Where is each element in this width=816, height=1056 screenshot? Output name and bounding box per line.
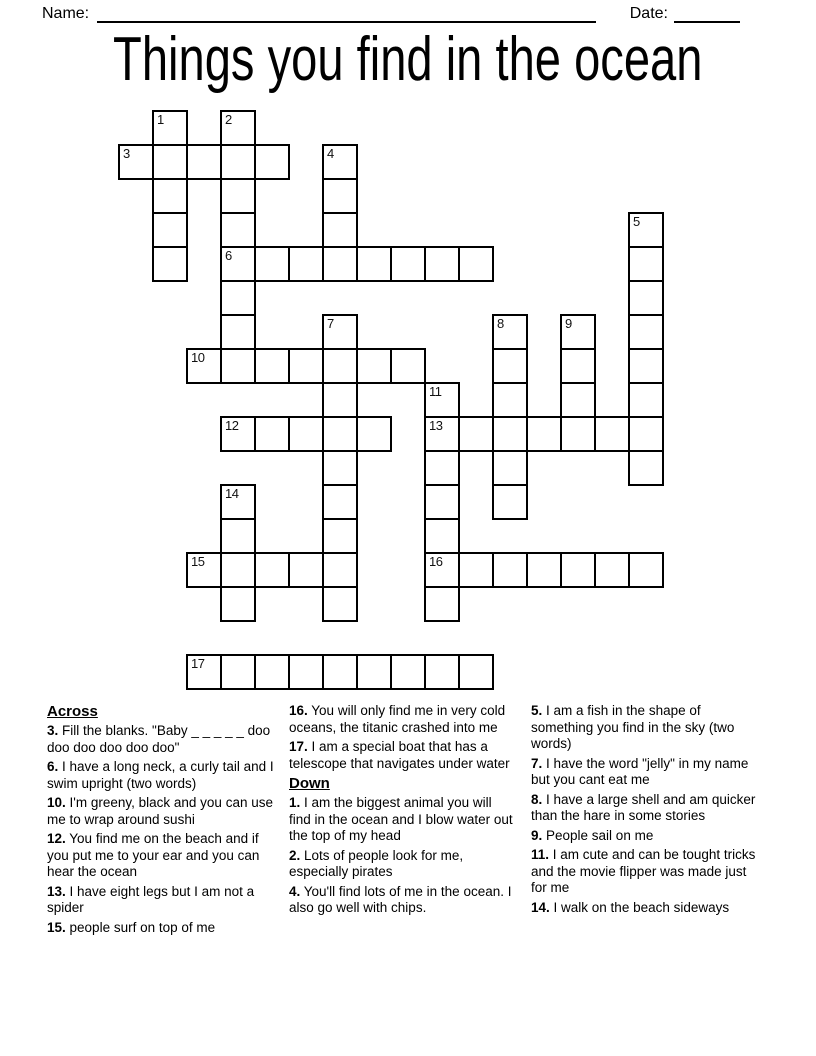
- grid-cell[interactable]: [322, 246, 358, 282]
- grid-cell[interactable]: [390, 654, 426, 690]
- grid-cell[interactable]: [288, 552, 324, 588]
- grid-cell[interactable]: [322, 212, 358, 248]
- clue-column-2: [289, 703, 517, 961]
- clue-text: I am cute and can be tought tricks and the movie flipper was made just for me: [531, 847, 756, 895]
- grid-cell[interactable]: [628, 382, 664, 418]
- clue-number: 17.: [289, 739, 308, 754]
- clue-text: People sail on me: [542, 827, 654, 843]
- clue-text: I'm greeny, black and you can use me to wrap around sushi: [47, 795, 273, 827]
- grid-cell[interactable]: [424, 518, 460, 554]
- cell-number: 14: [225, 486, 239, 501]
- grid-cell[interactable]: [356, 416, 392, 452]
- clue-15: [47, 920, 275, 937]
- grid-cell[interactable]: [390, 348, 426, 384]
- grid-cell[interactable]: [152, 110, 188, 146]
- grid-cell[interactable]: [492, 314, 528, 350]
- clue-number: 16.: [289, 703, 308, 718]
- grid-cell[interactable]: [220, 212, 256, 248]
- grid-cell[interactable]: [254, 144, 290, 180]
- grid-cell[interactable]: [220, 110, 256, 146]
- grid-cell[interactable]: [628, 314, 664, 350]
- clue-12: [47, 831, 275, 881]
- date-label: Date:: [629, 5, 668, 22]
- cell-number: 10: [191, 350, 205, 365]
- grid-cell[interactable]: [152, 178, 188, 214]
- clue-text: I have a large shell and am quicker than the hare in some stories: [531, 791, 756, 823]
- clue-column-1: [47, 703, 275, 961]
- grid-cell[interactable]: [220, 518, 256, 554]
- grid-cell[interactable]: [322, 484, 358, 520]
- clue-column-3: [531, 703, 759, 961]
- grid-cell[interactable]: [594, 552, 630, 588]
- clue-11: [531, 847, 759, 897]
- grid-cell[interactable]: [254, 416, 290, 452]
- clue-text: people surf on top of me: [65, 919, 216, 935]
- clue-text: I have a long neck, a curly tail and I swim upright (two words): [47, 759, 274, 791]
- grid-cell[interactable]: [458, 552, 494, 588]
- cell-number: 1: [157, 112, 164, 127]
- clue-section: [47, 703, 769, 961]
- grid-cell[interactable]: [594, 416, 630, 452]
- grid-cell[interactable]: [152, 212, 188, 248]
- grid-cell[interactable]: [220, 348, 256, 384]
- clue-number: 15.: [47, 919, 66, 935]
- grid-cell[interactable]: [288, 246, 324, 282]
- grid-cell[interactable]: [220, 552, 256, 588]
- clue-text: I am a special boat that has a telescope that navigates under water: [289, 739, 510, 771]
- grid-cell[interactable]: [492, 484, 528, 520]
- clue-6: [47, 759, 275, 792]
- grid-cell[interactable]: [288, 348, 324, 384]
- grid-cell[interactable]: [322, 586, 358, 622]
- clue-text: I walk on the beach sideways: [549, 899, 730, 915]
- grid-cell[interactable]: [424, 382, 460, 418]
- grid-cell[interactable]: [424, 552, 460, 588]
- clue-2: [289, 848, 517, 881]
- clue-3: [47, 723, 275, 756]
- cell-number: 8: [497, 316, 504, 331]
- grid-cell[interactable]: [220, 484, 256, 520]
- grid-cell[interactable]: [356, 348, 392, 384]
- cell-number: 6: [225, 248, 232, 263]
- clue-number: 6.: [47, 759, 59, 774]
- grid-cell[interactable]: [220, 280, 256, 316]
- grid-cell[interactable]: [322, 314, 358, 350]
- across-heading: Across: [47, 703, 98, 720]
- grid-cell[interactable]: [322, 416, 358, 452]
- clue-14: [531, 900, 759, 917]
- grid-cell[interactable]: [220, 314, 256, 350]
- clue-4: [289, 884, 517, 917]
- clue-text: You will only find me in very cold oceans, the titanic crashed into me: [289, 703, 506, 735]
- clue-text: I have the word "jelly" in my name but you cant eat me: [531, 755, 749, 787]
- cell-number: 15: [191, 554, 205, 569]
- grid-cell[interactable]: [628, 246, 664, 282]
- grid-cell[interactable]: [322, 348, 358, 384]
- clue-text: I am the biggest animal you will find in the ocean and I blow water out the top of my head: [289, 795, 513, 843]
- grid-cell[interactable]: [186, 654, 222, 690]
- clue-number: 3.: [47, 723, 59, 738]
- grid-cell[interactable]: [254, 348, 290, 384]
- grid-cell[interactable]: [152, 246, 188, 282]
- grid-cell[interactable]: [424, 246, 460, 282]
- grid-cell[interactable]: [322, 552, 358, 588]
- grid-cell[interactable]: [322, 178, 358, 214]
- clue-number: 10.: [47, 795, 66, 810]
- grid-cell[interactable]: [424, 654, 460, 690]
- grid-cell[interactable]: [356, 246, 392, 282]
- grid-cell[interactable]: [322, 144, 358, 180]
- clue-text: Fill the blanks. "Baby _ _ _ _ _ doo doo doo doo doo doo": [47, 723, 271, 755]
- grid-cell[interactable]: [560, 348, 596, 384]
- clue-text: You'll find lots of me in the ocean. I also go well with chips.: [289, 883, 512, 915]
- cell-number: 12: [225, 418, 239, 433]
- grid-cell[interactable]: [492, 348, 528, 384]
- grid-cell[interactable]: [628, 416, 664, 452]
- cell-number: 16: [429, 554, 443, 569]
- grid-cell[interactable]: [628, 212, 664, 248]
- grid-cell[interactable]: [356, 654, 392, 690]
- cell-number: 4: [327, 146, 334, 161]
- grid-cell[interactable]: [458, 654, 494, 690]
- clue-text: Lots of people look for me, especially pirates: [289, 847, 464, 879]
- grid-cell[interactable]: [220, 178, 256, 214]
- grid-cell[interactable]: [560, 416, 596, 452]
- grid-cell[interactable]: [220, 144, 256, 180]
- clue-number: 12.: [47, 831, 66, 846]
- grid-cell[interactable]: [492, 450, 528, 486]
- grid-cell[interactable]: [322, 450, 358, 486]
- grid-cell[interactable]: [186, 348, 222, 384]
- grid-cell[interactable]: [628, 280, 664, 316]
- grid-cell[interactable]: [628, 552, 664, 588]
- clue-13: [47, 884, 275, 917]
- grid-cell[interactable]: [492, 382, 528, 418]
- clue-16: [289, 703, 517, 736]
- clue-text: You find me on the beach and if you put me to your ear and you can hear the ocean: [47, 831, 260, 879]
- clue-5: [531, 703, 759, 753]
- clue-17: [289, 739, 517, 772]
- grid-cell[interactable]: [526, 552, 562, 588]
- cell-number: 7: [327, 316, 334, 331]
- down-heading: Down: [289, 775, 330, 792]
- grid-cell[interactable]: [492, 416, 528, 452]
- grid-cell[interactable]: [322, 382, 358, 418]
- page-title: Things you find in the ocean: [113, 25, 703, 94]
- clue-number: 8.: [531, 791, 543, 807]
- grid-cell[interactable]: [492, 552, 528, 588]
- clue-8: [531, 792, 759, 825]
- clue-number: 13.: [47, 883, 66, 899]
- grid-cell[interactable]: [186, 552, 222, 588]
- grid-cell[interactable]: [220, 586, 256, 622]
- grid-cell[interactable]: [152, 144, 188, 180]
- cell-number: 3: [123, 146, 130, 161]
- grid-cell[interactable]: [220, 654, 256, 690]
- grid-cell[interactable]: [220, 416, 256, 452]
- clue-number: 9.: [531, 827, 543, 843]
- grid-cell[interactable]: [118, 144, 154, 180]
- clue-number: 2.: [289, 847, 301, 863]
- grid-cell[interactable]: [424, 450, 460, 486]
- grid-cell[interactable]: [560, 552, 596, 588]
- cell-number: 9: [565, 316, 572, 331]
- grid-cell[interactable]: [628, 348, 664, 384]
- grid-cell[interactable]: [186, 144, 222, 180]
- grid-cell[interactable]: [526, 416, 562, 452]
- grid-cell[interactable]: [424, 586, 460, 622]
- grid-cell[interactable]: [322, 654, 358, 690]
- grid-cell[interactable]: [424, 416, 460, 452]
- grid-cell[interactable]: [390, 246, 426, 282]
- clue-number: 11.: [531, 847, 550, 862]
- grid-cell[interactable]: [254, 552, 290, 588]
- clue-text: I have eight legs but I am not a spider: [47, 883, 255, 915]
- cell-number: 13: [429, 418, 443, 433]
- clue-number: 14.: [531, 899, 550, 915]
- grid-cell[interactable]: [560, 382, 596, 418]
- clue-number: 5.: [531, 703, 543, 718]
- cell-number: 17: [191, 656, 205, 671]
- cell-number: 5: [633, 214, 640, 229]
- clue-text: I am a fish in the shape of something you find in the sky (two words): [531, 703, 735, 751]
- cell-number: 11: [429, 384, 442, 399]
- grid-cell[interactable]: [458, 246, 494, 282]
- clue-1: [289, 795, 517, 845]
- clue-number: 1.: [289, 795, 301, 810]
- grid-cell[interactable]: [424, 484, 460, 520]
- clue-number: 7.: [531, 755, 543, 771]
- clue-10: [47, 795, 275, 828]
- grid-cell[interactable]: [254, 246, 290, 282]
- name-label: Name:: [42, 5, 90, 22]
- grid-cell[interactable]: [560, 314, 596, 350]
- grid-cell[interactable]: [288, 654, 324, 690]
- clue-number: 4.: [289, 883, 301, 899]
- grid-cell[interactable]: [322, 518, 358, 554]
- grid-cell[interactable]: [220, 246, 256, 282]
- grid-cell[interactable]: [288, 416, 324, 452]
- clue-7: [531, 756, 759, 789]
- grid-cell[interactable]: [458, 416, 494, 452]
- grid-cell[interactable]: [628, 450, 664, 486]
- grid-cell[interactable]: [254, 654, 290, 690]
- clue-9: [531, 828, 759, 845]
- cell-number: 2: [225, 112, 232, 127]
